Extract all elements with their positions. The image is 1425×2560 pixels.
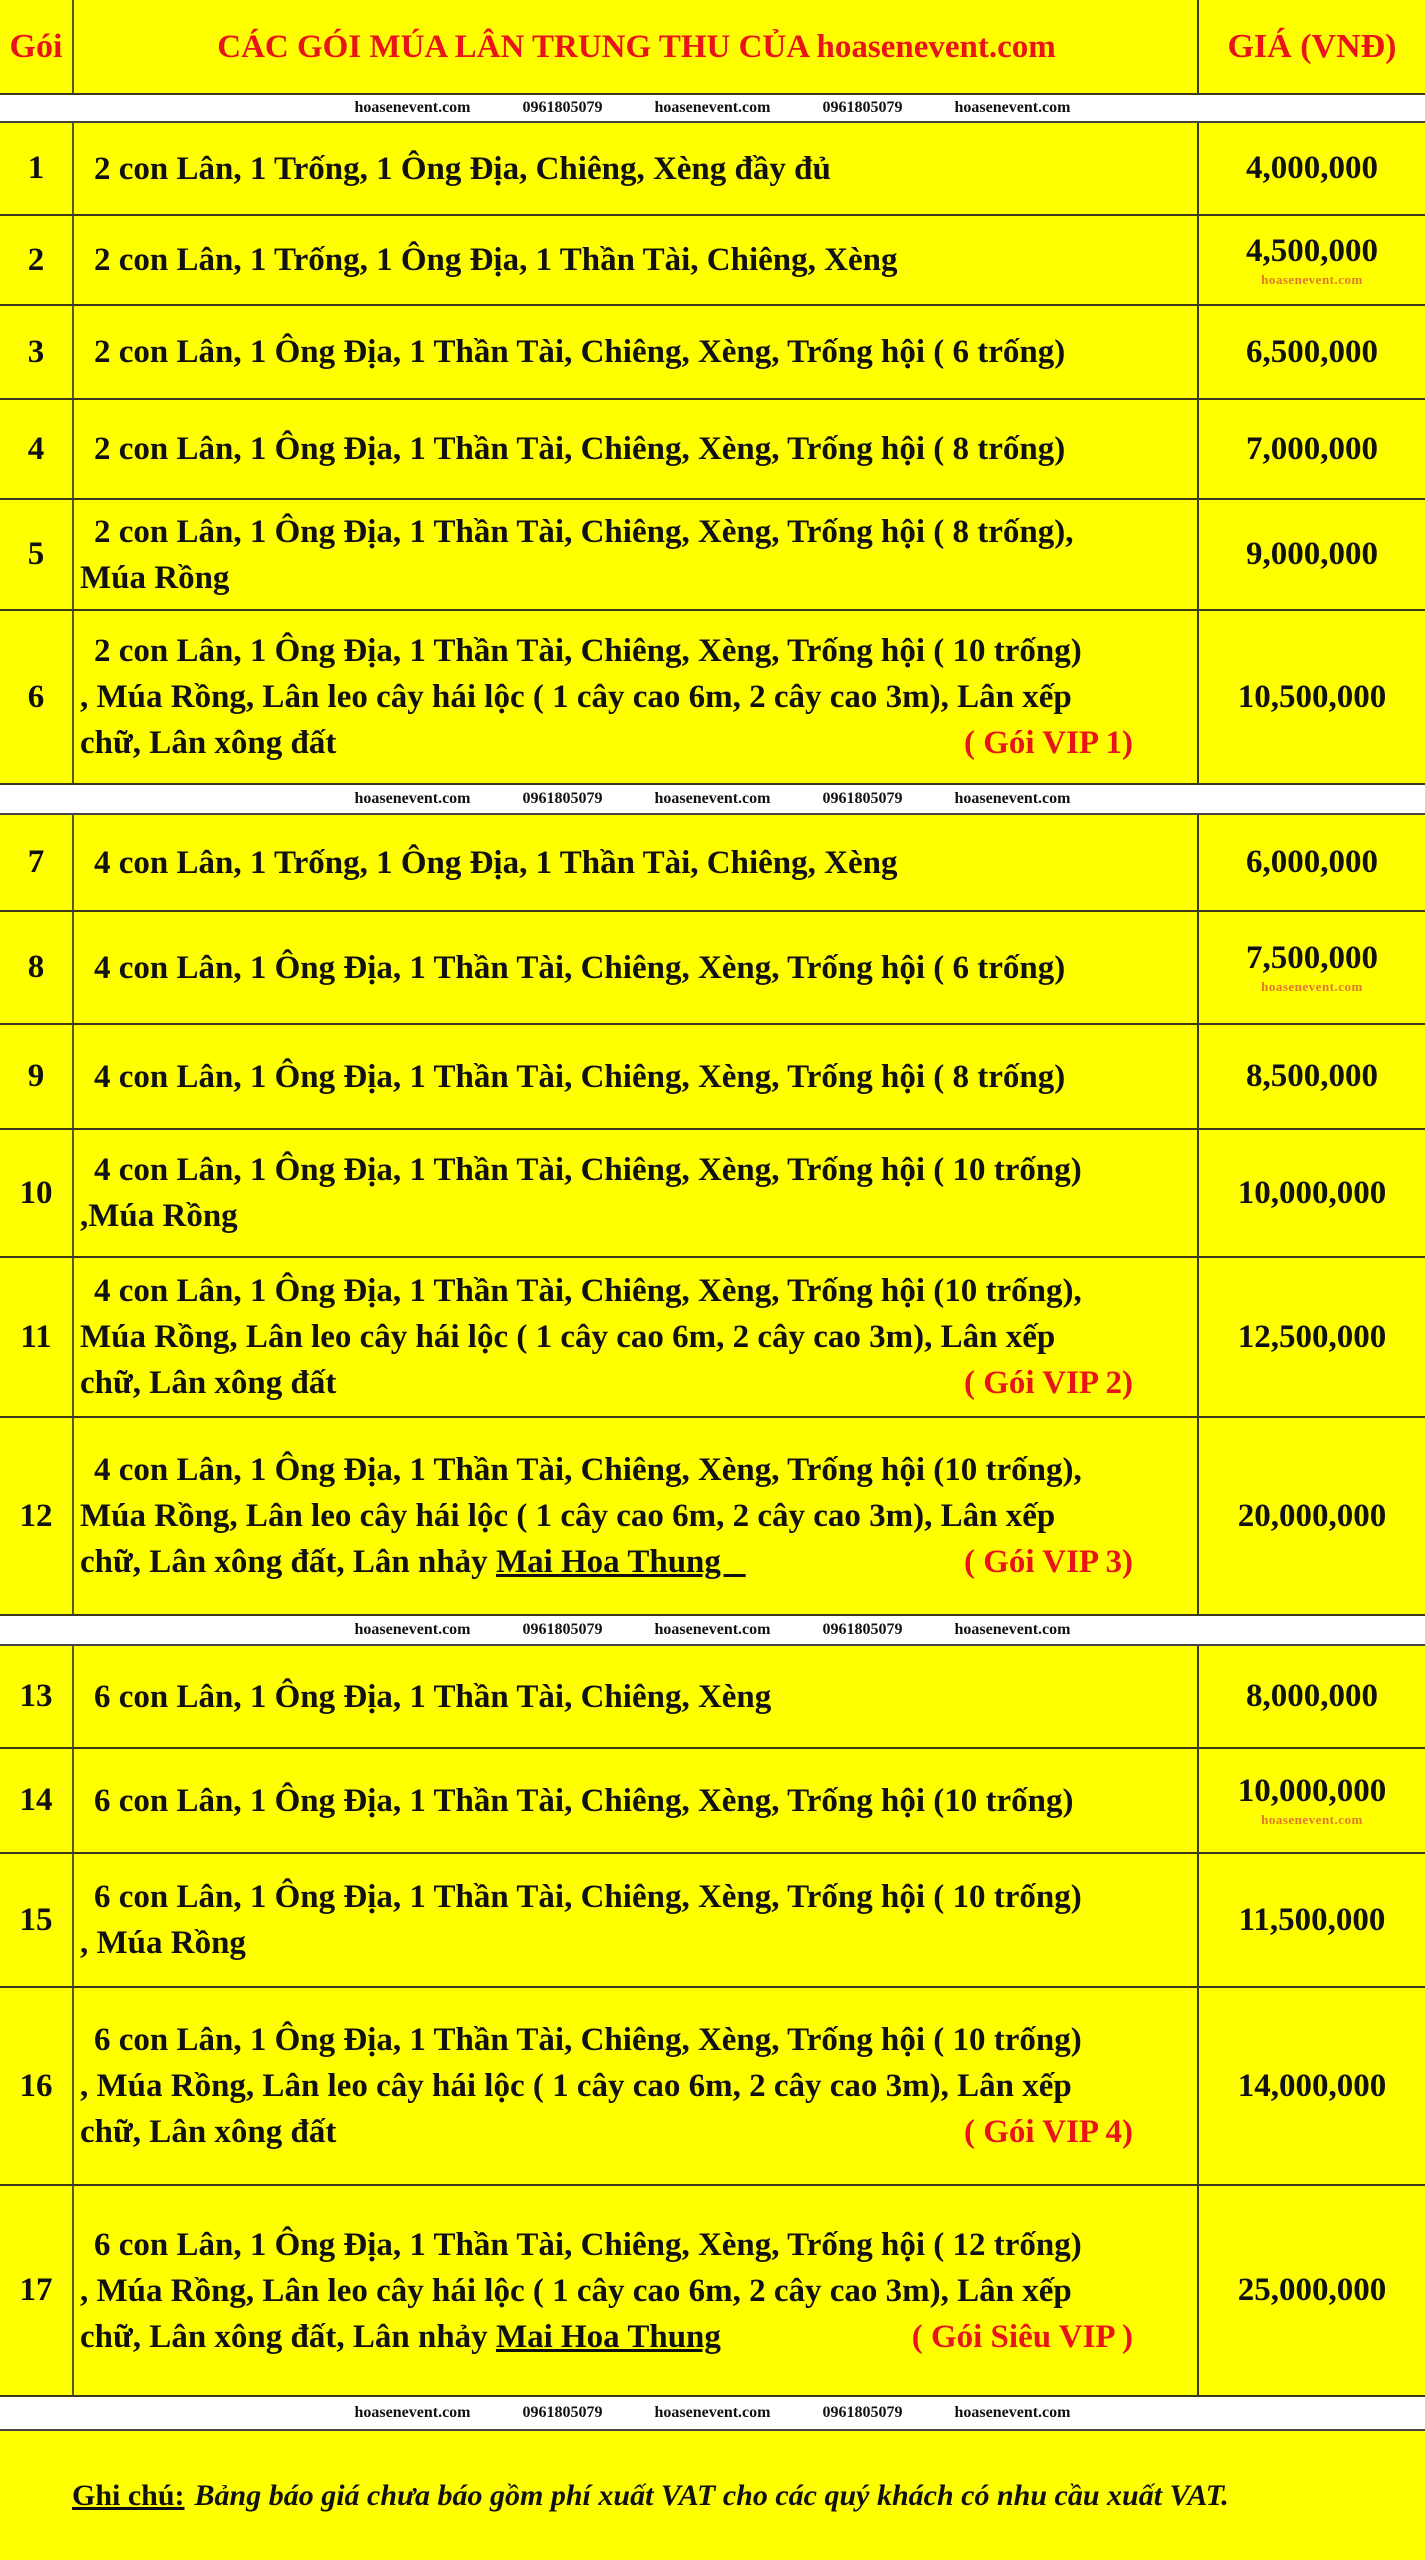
watermark-site: hoasenevent.com [354,790,471,807]
watermark-band [0,785,1425,815]
package-price-cell [1199,1025,1425,1128]
watermark-site: hoasenevent.com [954,790,1071,807]
package-price-cell [1199,123,1425,214]
mai-hoa-thung-highlight: Mai Hoa Thung [495,2318,721,2355]
package-price: 4,000,000 [1246,150,1378,186]
description-line-3: chữ, Lân xông đất, Lân nhảy [80,2318,496,2355]
package-description [74,216,1199,304]
table-row [0,1418,1425,1616]
package-price-cell [1199,1646,1425,1747]
description-line-3: chữ, Lân xông đất [80,725,337,761]
description-line-1: 4 con Lân, 1 Ông Địa, 1 Thần Tài, Chiêng, Xèng, Trống hội ( 10 trống) [94,1152,1082,1188]
watermark-phone: 0961805079 [522,99,603,116]
watermark-phone: 0961805079 [822,2404,903,2421]
table-row [0,815,1425,912]
table-row [0,1025,1425,1130]
package-price-cell [1199,400,1425,498]
package-price-cell [1199,611,1425,783]
package-price: 10,000,000 [1237,1773,1387,1809]
package-description [74,1749,1199,1852]
description-line-1: 6 con Lân, 1 Ông Địa, 1 Thần Tài, Chiêng, Xèng, Trống hội ( 10 trống) [94,2022,1082,2058]
package-number: 13 [0,1646,74,1747]
package-price: 8,000,000 [1246,1678,1378,1714]
price-watermark: hoasenevent.com [1261,271,1363,287]
table-row [0,400,1425,500]
package-number: 12 [0,1418,74,1614]
description-line-1: 4 con Lân, 1 Ông Địa, 1 Thần Tài, Chiêng, Xèng, Trống hội ( 6 trống) [94,949,1066,986]
package-price: 10,000,000 [1237,1174,1387,1211]
footer-note-text: Bảng báo giá chưa báo gồm phí xuất VAT cho các quý khách có nhu cầu xuất VAT. [194,2478,1229,2512]
package-price-cell [1199,1418,1425,1614]
table-header [0,0,1425,95]
package-price-cell [1199,1854,1425,1986]
package-price-cell [1199,912,1425,1023]
package-description [74,1130,1199,1256]
package-number: 11 [0,1258,74,1416]
watermark-site: hoasenevent.com [354,1621,471,1638]
vip-badge: ( Gói VIP 4) [964,2114,1133,2150]
package-number: 17 [0,2186,74,2395]
package-number: 16 [0,1988,74,2184]
description-line-1: 2 con Lân, 1 Ông Địa, 1 Thần Tài, Chiêng, Xèng, Trống hội ( 8 trống), [94,513,1074,550]
watermark-site: hoasenevent.com [654,2404,771,2421]
description-line-2: Múa Rồng, Lân leo cây hái lộc ( 1 cây cao 6m, 2 cây cao 3m), Lân xếp [80,1319,1056,1355]
package-number: 14 [0,1749,74,1852]
watermark-site: hoasenevent.com [954,1621,1071,1638]
vip-badge: ( Gói VIP 1) [964,725,1133,761]
package-number: 9 [0,1025,74,1128]
description-line-2: , Múa Rồng, Lân leo cây hái lộc ( 1 cây cao 6m, 2 cây cao 3m), Lân xếp [80,2068,1072,2104]
description-line-2: Múa Rồng, Lân leo cây hái lộc ( 1 cây cao 6m, 2 cây cao 3m), Lân xếp [80,1498,1056,1534]
package-number: 15 [0,1854,74,1986]
watermark-site: hoasenevent.com [354,99,471,116]
package-price-cell [1199,216,1425,304]
package-description [74,611,1199,783]
description-line-1: 2 con Lân, 1 Trống, 1 Ông Địa, 1 Thần Tài, Chiêng, Xèng [94,242,898,278]
price-watermark: hoasenevent.com [1261,979,1363,994]
package-number: 3 [0,306,74,398]
package-price: 12,500,000 [1237,1318,1387,1355]
table-row [0,912,1425,1025]
description-line-1: 2 con Lân, 1 Ông Địa, 1 Thần Tài, Chiêng, Xèng, Trống hội ( 6 trống) [94,334,1066,370]
package-price-cell [1199,1130,1425,1256]
package-number: 4 [0,400,74,498]
vip-badge: ( Gói VIP 3) [964,1544,1133,1580]
table-row [0,123,1425,216]
footer-note-label: Ghi chú: [72,2478,185,2512]
vip-badge: ( Gói Siêu VIP ) [911,2318,1133,2355]
package-number: 6 [0,611,74,783]
watermark-phone: 0961805079 [522,790,603,807]
description-line-1: 4 con Lân, 1 Ông Địa, 1 Thần Tài, Chiêng, Xèng, Trống hội ( 8 trống) [94,1058,1066,1095]
watermark-site: hoasenevent.com [654,1621,771,1638]
watermark-phone: 0961805079 [822,790,903,807]
description-line-3: chữ, Lân xông đất [80,2114,337,2150]
description-line-1: 6 con Lân, 1 Ông Địa, 1 Thần Tài, Chiêng, Xèng, Trống hội ( 10 trống) [94,1879,1082,1915]
package-price-cell [1199,500,1425,609]
description-line-1: 6 con Lân, 1 Ông Địa, 1 Thần Tài, Chiêng, Xèng [94,1678,772,1715]
package-price: 25,000,000 [1237,2272,1387,2308]
package-price: 6,000,000 [1246,844,1378,880]
package-number: 2 [0,216,74,304]
table-row [0,500,1425,611]
package-description [74,1988,1199,2184]
package-number: 1 [0,123,74,214]
package-price: 9,000,000 [1246,536,1378,572]
watermark-band [0,1616,1425,1646]
table-row [0,1854,1425,1988]
watermark-site: hoasenevent.com [954,2404,1071,2421]
header-package-column: Gói [0,0,74,93]
price-watermark: hoasenevent.com [1261,1812,1363,1827]
table-row [0,216,1425,306]
package-price: 6,500,000 [1246,333,1378,370]
package-description [74,912,1199,1023]
watermark-phone: 0961805079 [822,99,903,116]
package-price: 7,000,000 [1246,430,1378,467]
package-price-cell [1199,1749,1425,1852]
package-description [74,306,1199,398]
table-row [0,2186,1425,2397]
package-price: 8,500,000 [1246,1058,1378,1094]
table-row [0,1258,1425,1418]
package-price: 7,500,000 [1246,940,1378,976]
watermark-site: hoasenevent.com [354,2404,471,2421]
description-line-1: 4 con Lân, 1 Ông Địa, 1 Thần Tài, Chiêng, Xèng, Trống hội (10 trống), [94,1452,1082,1488]
description-line-1: 6 con Lân, 1 Ông Địa, 1 Thần Tài, Chiêng, Xèng, Trống hội ( 12 trống) [94,2226,1082,2263]
description-line-2: , Múa Rồng [80,1925,246,1961]
description-line-3: chữ, Lân xông đất [80,1365,337,1401]
package-number: 5 [0,500,74,609]
package-description [74,2186,1199,2395]
package-description [74,123,1199,214]
package-description [74,1418,1199,1614]
description-line-1: 4 con Lân, 1 Trống, 1 Ông Địa, 1 Thần Tài, Chiêng, Xèng [94,844,898,881]
watermark-site: hoasenevent.com [654,790,771,807]
watermark-phone: 0961805079 [522,1621,603,1638]
watermark-site: hoasenevent.com [954,99,1071,116]
package-number: 7 [0,815,74,910]
package-price-cell [1199,306,1425,398]
description-line-1: 2 con Lân, 1 Ông Địa, 1 Thần Tài, Chiêng, Xèng, Trống hội ( 8 trống) [94,431,1066,467]
description-line-1: 2 con Lân, 1 Trống, 1 Ông Địa, Chiêng, Xèng đầy đủ [94,150,831,187]
watermark-site: hoasenevent.com [654,99,771,116]
package-price-cell [1199,1988,1425,2184]
package-number: 8 [0,912,74,1023]
package-price: 10,500,000 [1237,678,1387,715]
header-price-column: GIÁ (VNĐ) [1227,27,1397,65]
mai-hoa-thung-highlight: Mai Hoa Thung [495,1544,746,1580]
page-title: CÁC GÓI MÚA LÂN TRUNG THU CỦA hoasenevent.com [74,0,1199,93]
description-line-1: 6 con Lân, 1 Ông Địa, 1 Thần Tài, Chiêng, Xèng, Trống hội (10 trống) [94,1782,1074,1819]
table-row [0,1130,1425,1258]
package-description [74,400,1199,498]
description-line-1: 2 con Lân, 1 Ông Địa, 1 Thần Tài, Chiêng, Xèng, Trống hội ( 10 trống) [94,633,1082,669]
table-row [0,306,1425,400]
package-description [74,500,1199,609]
package-price: 14,000,000 [1237,2067,1387,2104]
package-price: 4,500,000 [1246,232,1378,269]
description-line-2: , Múa Rồng, Lân leo cây hái lộc ( 1 cây cao 6m, 2 cây cao 3m), Lân xếp [80,2272,1072,2309]
table-row [0,1646,1425,1749]
description-line-1: 4 con Lân, 1 Ông Địa, 1 Thần Tài, Chiêng, Xèng, Trống hội (10 trống), [94,1273,1082,1309]
table-row [0,1988,1425,2186]
package-price: 11,500,000 [1238,1901,1386,1938]
watermark-phone: 0961805079 [522,2404,603,2421]
table-row [0,1749,1425,1854]
description-line-3: chữ, Lân xông đất, Lân nhảy [80,1544,496,1580]
package-description [74,815,1199,910]
package-price-cell [1199,2186,1425,2395]
table-row [0,611,1425,785]
description-line-2: Múa Rồng [80,559,230,596]
watermark-phone: 0961805079 [822,1621,903,1638]
package-price-cell [1199,1258,1425,1416]
package-price-cell [1199,815,1425,910]
watermark-band [0,95,1425,123]
vip-badge: ( Gói VIP 2) [964,1365,1133,1401]
package-price: 20,000,000 [1237,1497,1387,1534]
package-number: 10 [0,1130,74,1256]
package-description [74,1646,1199,1747]
description-line-2: , Múa Rồng, Lân leo cây hái lộc ( 1 cây cao 6m, 2 cây cao 3m), Lân xếp [80,679,1072,715]
footer-note [0,2431,1425,2560]
package-description [74,1258,1199,1416]
package-description [74,1025,1199,1128]
package-description [74,1854,1199,1986]
watermark-band [0,2397,1425,2431]
description-line-2: ,Múa Rồng [80,1198,238,1234]
